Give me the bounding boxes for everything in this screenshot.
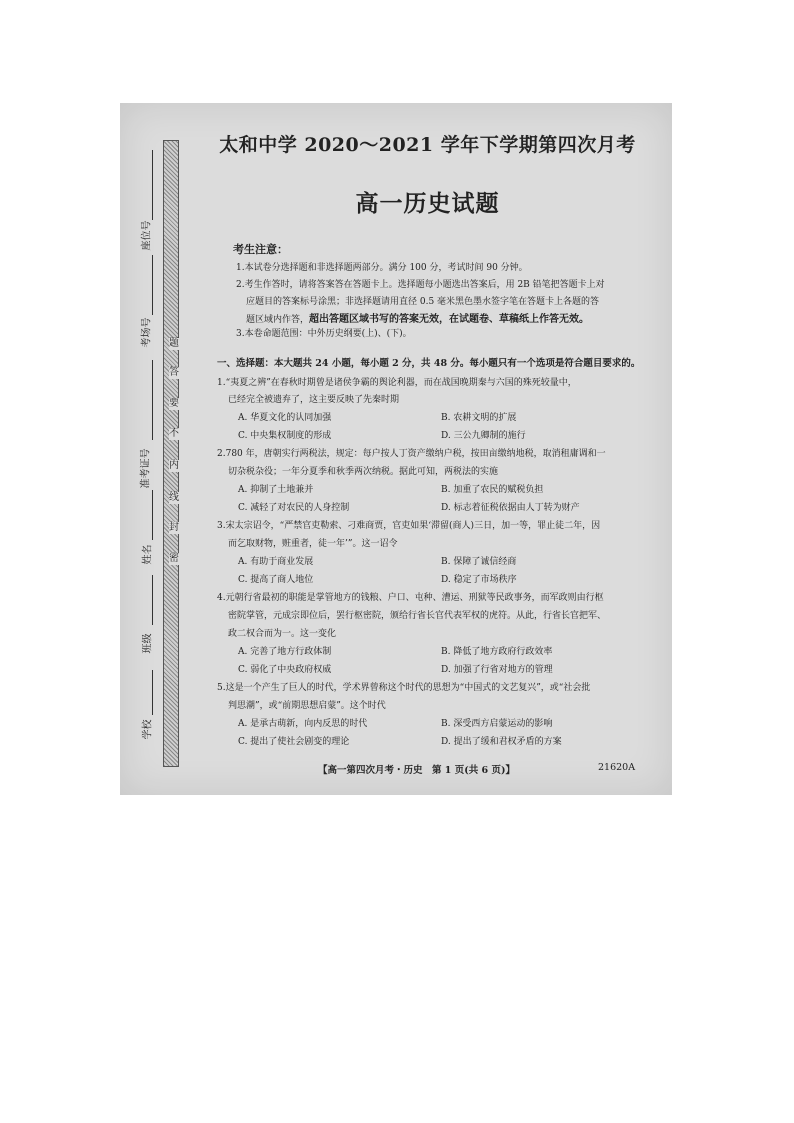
exam-title: 太和中学 2020～2021 学年下学期第四次月考 (219, 134, 636, 156)
question-5-text: 判思潮”，或“前期思想启蒙”。这个时代 (228, 701, 386, 711)
school-label: 学校 (142, 719, 154, 740)
question-1-text: 1.“夷夏之辨”在春秋时期曾是诸侯争霸的舆论利器，而在战国晚期秦与六国的殊死较量中， (217, 378, 577, 388)
option-a: A. 有助于商业发展 (238, 557, 314, 567)
exam-room-line (152, 255, 153, 315)
page-footer: 【高一第四次月考・历史 第 1 页(共 6 页)】 (318, 765, 515, 776)
notice-line-text: 题区域内作答， (246, 315, 310, 325)
option-d: D. 稳定了市场秩序 (441, 575, 517, 585)
seal-char: 密 (169, 553, 179, 564)
option-a: A. 是承古萌新，向内反思的时代 (238, 719, 368, 729)
option-b: B. 加重了农民的赋税负担 (441, 485, 544, 495)
school-line (152, 670, 153, 715)
seal-line-strip (163, 140, 179, 767)
notice-line (246, 310, 589, 325)
paper-code: 21620A (598, 762, 636, 773)
question-4-text: 密院掌管，元成宗即位后，罢行枢密院，颁给行省长官代表军权的虎符。从此，行省长官把军、 (228, 611, 607, 621)
question-3-text: 而乞取财物，赃重者，徒一年’”。这一诏令 (228, 539, 398, 549)
question-4-text: 4.元朝行省最初的职能是掌管地方的钱粮、户口、屯种、漕运、刑狱等民政事务，而军政则由行枢 (217, 593, 604, 603)
question-4-text: 政二权合而为一。这一变化 (228, 629, 337, 639)
option-a: A. 华夏文化的认同加强 (238, 413, 332, 423)
admission-number-line (152, 360, 153, 440)
option-c: C. 提高了商人地位 (238, 575, 314, 585)
option-c: C. 中央集权制度的形成 (238, 431, 332, 441)
option-d: D. 三公九卿制的施行 (441, 431, 526, 441)
seal-char: 答 (169, 367, 179, 378)
question-5-text: 5.这是一个产生了巨人的时代，学术界曾称这个时代的思想为“中国式的文艺复兴”，或“社会批 (217, 683, 591, 693)
question-3-text: 3.宋太宗诏令，“严禁官吏勒索、刁难商贾，官吏如果‘滞留(商人)三日，加一等，罪止徒二年，因 (217, 521, 601, 531)
class-line (152, 575, 153, 625)
notice-heading: 考生注意： (233, 243, 288, 256)
option-c: C. 减轻了对农民的人身控制 (238, 503, 350, 513)
question-2-text: 2.780 年，唐朝实行两税法，规定：每户按人丁资产缴纳户税，按田亩缴纳地税，取消租庸调和一 (217, 449, 606, 459)
option-b: B. 降低了地方政府行政效率 (441, 647, 553, 657)
name-label: 姓名 (142, 544, 154, 565)
option-d: D. 提出了缓和君权矛盾的方案 (441, 737, 562, 747)
seal-char: 封 (169, 522, 179, 533)
notice-line: 2.考生作答时，请将答案答在答题卡上。选择题每小题选出答案后，用 2B 铅笔把答题卡上对 (236, 280, 605, 290)
seal-char: 要 (169, 398, 179, 409)
option-a: A. 完善了地方行政体制 (238, 647, 332, 657)
notice-line: 应题目的答案标号涂黑；非选择题请用直径 0.5 毫米黑色墨水签字笔在答题卡上各题的答 (246, 297, 600, 307)
exam-room-label: 考场号 (141, 317, 153, 348)
question-2-text: 切杂税杂役；一年分夏季和秋季两次纳税。据此可知，两税法的实施 (228, 467, 499, 477)
seat-number-line (152, 150, 153, 220)
option-c: C. 提出了使社会剧变的理论 (238, 737, 350, 747)
option-d: D. 加强了行省对地方的管理 (441, 665, 553, 675)
option-d: D. 标志着征税依据由人丁转为财产 (441, 503, 580, 513)
notice-line: 1.本试卷分选择题和非选择题两部分。满分 100 分，考试时间 90 分钟。 (236, 263, 528, 273)
class-label: 班级 (142, 633, 154, 654)
exam-subtitle: 高一历史试题 (355, 190, 500, 217)
seal-char: 题 (169, 338, 179, 349)
option-b: B. 保障了诚信经商 (441, 557, 517, 567)
notice-line: 3.本卷命题范围：中外历史纲要(上)、(下)。 (236, 329, 412, 339)
section-heading: 一、选择题：本大题共 24 小题，每小题 2 分，共 48 分。每小题只有一个选项是符合题目要求的。 (217, 358, 641, 369)
name-line (152, 490, 153, 540)
admission-number-label: 准考证号 (140, 448, 152, 489)
seal-char: 内 (169, 460, 179, 471)
option-c: C. 弱化了中央政府权威 (238, 665, 332, 675)
question-1-text: 已经完全被遗弃了，这主要反映了先秦时期 (228, 395, 400, 405)
option-a: A. 抑制了土地兼并 (238, 485, 314, 495)
option-b: B. 农耕文明的扩展 (441, 413, 517, 423)
seal-char: 不 (169, 428, 179, 439)
notice-emphasis: 超出答题区域书写的答案无效，在试题卷、草稿纸上作答无效。 (309, 314, 590, 325)
option-b: B. 深受西方启蒙运动的影响 (441, 719, 553, 729)
seal-char: 线 (169, 492, 179, 503)
seat-number-label: 座位号 (141, 220, 153, 251)
